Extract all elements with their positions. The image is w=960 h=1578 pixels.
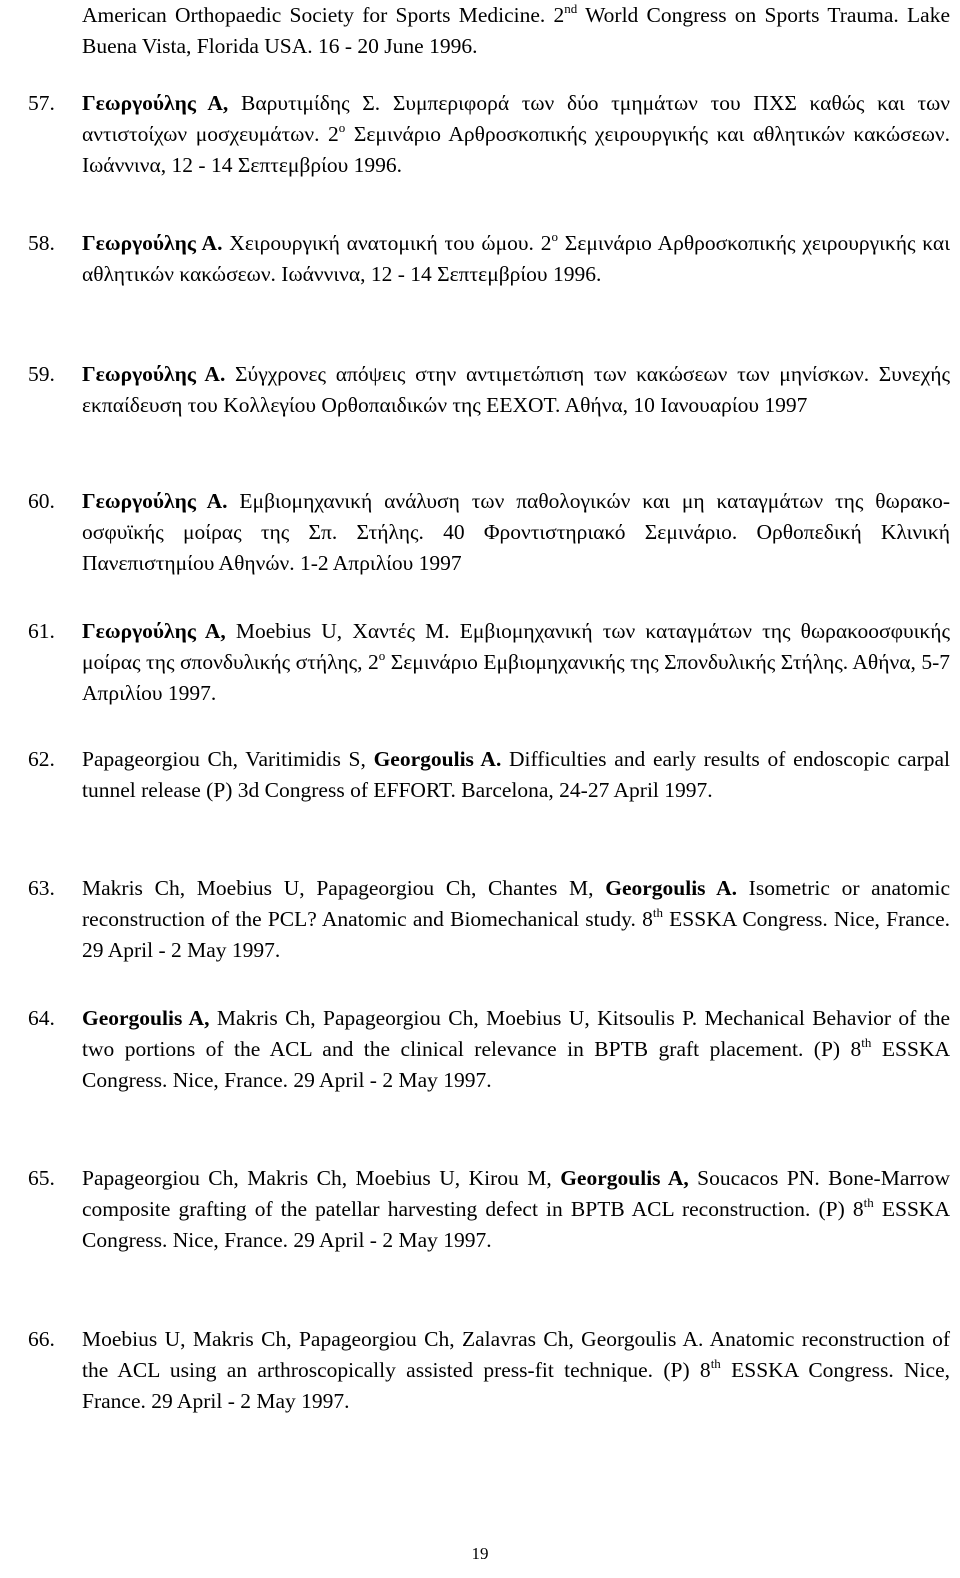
author-name-bold: Γεωργούλης Α. bbox=[82, 489, 228, 513]
reference-text bbox=[82, 1324, 950, 1417]
author-name-bold: Georgoulis A. bbox=[605, 876, 737, 900]
reference-body: Σεμινάριο Αρθροσκοπικής χειρουργικής και αθλητικών κακώσεων. Ιωάννινα, 12 - 14 Σεπτεμβρίου 1996. bbox=[82, 231, 950, 286]
reference-text bbox=[82, 1003, 950, 1096]
reference-authors: Papageorgiou Ch, Makris Ch, Moebius U, Kirou M, bbox=[82, 1166, 561, 1190]
superscript: ο bbox=[378, 648, 386, 663]
author-name-bold: Γεωργούλης Α. bbox=[82, 231, 223, 255]
reference-text bbox=[82, 744, 950, 806]
reference-item-65 bbox=[28, 1163, 950, 1256]
reference-item-62 bbox=[28, 744, 950, 806]
reference-number: 64. bbox=[28, 1006, 55, 1030]
reference-item-58 bbox=[28, 228, 950, 290]
superscript: nd bbox=[564, 1, 578, 16]
reference-body: Moebius U, Makris Ch, Papageorgiou Ch, Zalavras Ch, Georgoulis A. Anatomic reconstruction of the ACL using an arthroscopically assisted press-fit technique. (P) 8 bbox=[82, 1327, 950, 1382]
reference-text: American Orthopaedic Society for Sports Medicine. 2 bbox=[82, 3, 565, 27]
reference-item-66 bbox=[28, 1324, 950, 1417]
author-name-bold: Georgoulis A. bbox=[373, 747, 502, 771]
author-name-bold: Georgoulis A, bbox=[82, 1006, 210, 1030]
reference-body: Χειρουργική ανατομική του ώμου. 2 bbox=[222, 231, 552, 255]
reference-number: 65. bbox=[28, 1166, 55, 1190]
author-name-bold: Georgoulis A, bbox=[560, 1166, 689, 1190]
reference-text bbox=[82, 88, 950, 181]
reference-text bbox=[82, 616, 950, 709]
superscript: th bbox=[861, 1035, 872, 1050]
reference-text bbox=[82, 359, 950, 421]
reference-number: 63. bbox=[28, 876, 55, 900]
reference-body: ESSKA Congress. Nice, France. 29 April - 2 May 1997. bbox=[82, 907, 950, 962]
reference-body: Moebius U, Χαντές Μ. Εμβιομηχανική των καταγμάτων της θωρακοοσφυικής μοίρας της σπονδυλικής στήλης, 2 bbox=[82, 619, 950, 674]
reference-body: ESSKA Congress. Nice, France. 29 April - 2 May 1997. bbox=[82, 1197, 950, 1252]
reference-body: Σύγχρονες απόψεις στην αντιμετώπιση των κακώσεων των μηνίσκων. Συνεχής εκπαίδευση του Κολλεγίου Ορθοπαιδικών της ΕΕΧΟΤ. Αθήνα, 10 Ιανουαρίου 1997 bbox=[82, 362, 950, 417]
reference-authors: Makris Ch, Moebius U, Papageorgiou Ch, Chantes M, bbox=[82, 876, 606, 900]
reference-text bbox=[82, 1163, 950, 1256]
reference-text bbox=[82, 228, 950, 290]
reference-body: Difficulties and early results of endoscopic carpal tunnel release (P) 3d Congress of EFFORT. Barcelona, 24-27 April 1997. bbox=[82, 747, 951, 802]
reference-item-61 bbox=[28, 616, 950, 709]
reference-number: 66. bbox=[28, 1327, 55, 1351]
reference-body: Εμβιομηχανική ανάλυση των παθολογικών και μη καταγμάτων της θωρακο-οσφυϊκής μοίρας της Σπ. Στήλης. 40 Φροντιστηριακό Σεμινάριο. Ορθοπεδική Κλινική Πανεπιστημίου Αθηνών. 1-2 Απριλίου 1997 bbox=[82, 489, 951, 575]
superscript: th bbox=[652, 905, 663, 920]
reference-number: 58. bbox=[28, 231, 55, 255]
reference-text: World Congress on Sports Trauma. Lake Buena Vista, Florida USA. 16 - 20 June 1996. bbox=[82, 3, 950, 58]
author-name-bold: Γεωργούλης Α, bbox=[82, 91, 229, 115]
reference-item-59 bbox=[28, 359, 950, 421]
superscript: th bbox=[863, 1195, 874, 1210]
reference-number: 60. bbox=[28, 489, 55, 513]
reference-continuation bbox=[82, 0, 950, 62]
author-name-bold: Γεωργούλης Α. bbox=[82, 362, 226, 386]
reference-item-63 bbox=[28, 873, 950, 966]
reference-number: 61. bbox=[28, 619, 55, 643]
reference-authors: Papageorgiou Ch, Varitimidis S, bbox=[82, 747, 374, 771]
reference-body: Makris Ch, Papageorgiou Ch, Moebius U, Kitsoulis P. Mechanical Behavior of the two portions of the ACL and the clinical relevance in BPTB graft placement. (P) 8 bbox=[82, 1006, 951, 1061]
reference-item-57 bbox=[28, 88, 950, 181]
reference-body: Soucacos PN. Bone-Marrow composite grafting of the patellar harvesting defect in BPTB ACL reconstruction. (P) 8 bbox=[82, 1166, 950, 1221]
reference-number: 57. bbox=[28, 91, 55, 115]
reference-body: Isometric or anatomic reconstruction of the PCL? Anatomic and Biomechanical study. 8 bbox=[82, 876, 950, 931]
superscript: th bbox=[710, 1356, 721, 1371]
reference-body: Σεμινάριο Εμβιομηχανικής της Σπονδυλικής Στήλης. Αθήνα, 5-7 Απριλίου 1997. bbox=[82, 650, 950, 705]
reference-number: 62. bbox=[28, 747, 55, 771]
reference-text bbox=[82, 486, 950, 579]
reference-item-60 bbox=[28, 486, 950, 579]
superscript: ο bbox=[338, 120, 346, 135]
superscript: ο bbox=[551, 229, 558, 244]
reference-number: 59. bbox=[28, 362, 55, 386]
reference-text bbox=[82, 873, 950, 966]
author-name-bold: Γεωργούλης Α, bbox=[82, 619, 226, 643]
reference-item-64 bbox=[28, 1003, 950, 1096]
page-number: 19 bbox=[471, 1544, 489, 1563]
reference-body: Βαρυτιμίδης Σ. Συμπεριφορά των δύο τμημάτων του ΠΧΣ καθώς και των αντιστοίχων μοσχευμάτων. 2 bbox=[82, 91, 950, 146]
reference-body: ESSKA Congress. Nice, France. 29 April - 2 May 1997. bbox=[82, 1358, 950, 1413]
reference-body: Σεμινάριο Αρθροσκοπικής χειρουργικής και αθλητικών κακώσεων. Ιωάννινα, 12 - 14 Σεπτεμβρίου 1996. bbox=[82, 122, 950, 177]
reference-body: ESSKA Congress. Nice, France. 29 April - 2 May 1997. bbox=[82, 1037, 950, 1092]
